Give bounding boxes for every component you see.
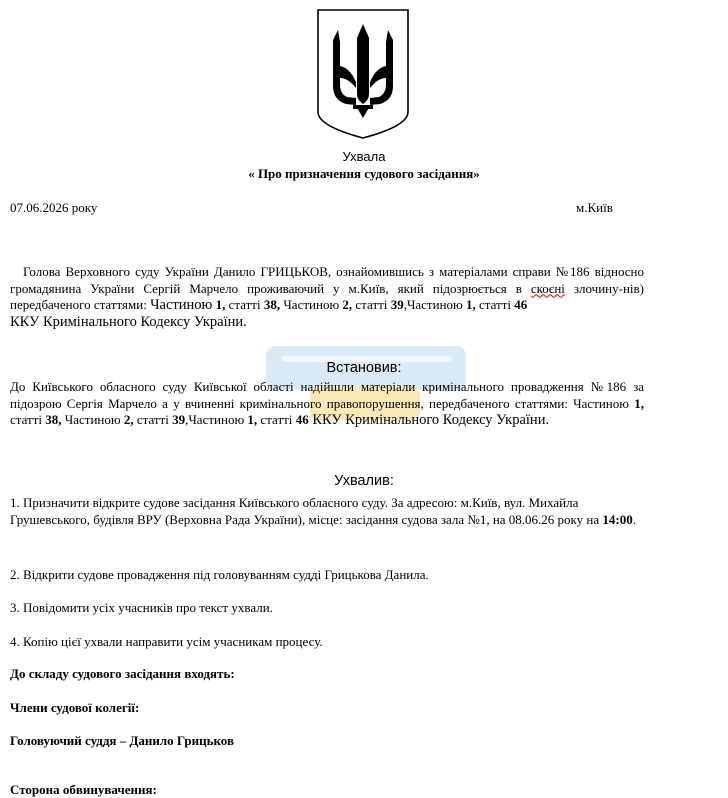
established-text: статті (133, 412, 173, 427)
established-text: До Київського обласного суду Київської області надійшли матеріали кримінального провадження №186 за підозрою Сергія Марчело а у вчиненні кримінального правопорушення, передбаченого статтями: Частиною (10, 379, 644, 411)
intro-text: ККУ Кримінального Кодексу України. (10, 313, 247, 330)
intro-text: статті (475, 297, 515, 312)
intro-text: ,Частиною (403, 297, 466, 312)
article-number: 39 (390, 297, 404, 312)
hearing-time: 14:00 (602, 512, 633, 527)
established-text: статті (257, 412, 296, 427)
intro-text: Голова Верховного суду України Данило ГРИЦЬКОВ, ознайомившись з матеріалами справи №186 відносно громадянина України Сергій Марчело проживаючий у м.Київ, який підозрюється в (10, 264, 644, 296)
article-number: 39 (172, 412, 186, 427)
intro-text: Частиною (280, 297, 343, 312)
list-item-text: 1. Призначити відкрите судове засідання Київського обласного суду. За адресою: м.Київ, вул. Михайла Грушевського, будівля ВРУ (Верховна Рада України), місце: засідання судова зала №1, на 08.06.26 року на (10, 495, 603, 527)
resolved-item-1 (10, 494, 650, 528)
resolved-item-2: 2. Відкрити судове провадження під головуванням судді Грицькова Данила. (10, 567, 429, 582)
article-part: 2, (342, 297, 353, 312)
intro-text: злочину-нів) передбаченого статтями: (10, 280, 644, 312)
intro-text: статті (225, 297, 264, 312)
resolved-item-4: 4. Копію цієї ухвали направити усім учасникам процесу. (10, 634, 323, 649)
article-part: 2, (123, 412, 134, 427)
article-part: 1, (247, 412, 258, 427)
article-part: 1, (634, 395, 644, 411)
article-part: 1, (465, 297, 476, 312)
established-text: статті (10, 412, 46, 427)
intro-paragraph (10, 264, 644, 330)
established-paragraph (10, 379, 644, 429)
resolved-heading: Ухвалив: (334, 473, 394, 489)
article-number: 38, (263, 297, 281, 312)
article-number: 46 (295, 412, 309, 427)
article-number: 38, (45, 412, 62, 427)
intro-text: статті (352, 297, 391, 312)
panel-members-label: Члени судової колегії: (10, 700, 140, 715)
established-text: ККУ Кримінального Кодексу України. (308, 412, 550, 428)
spellcheck-word[interactable]: скоєні (530, 280, 565, 296)
document-city: м.Київ (576, 200, 613, 215)
prosecution-label: Сторона обвинувачення: (10, 782, 157, 797)
document-title: Ухвала (342, 149, 386, 164)
established-text: ,Частиною (185, 412, 248, 427)
established-text: Частиною (61, 412, 124, 427)
resolved-item-3: 3. Повідомити усіх учасників про текст ухвали. (10, 600, 273, 615)
established-heading: Встановив: (326, 360, 402, 376)
article-part: 1, (212, 297, 226, 312)
document-subtitle: « Про призначення судового засідання» (248, 166, 480, 181)
article-number: 46 (514, 297, 528, 312)
composition-heading: До складу судового засідання входять: (10, 666, 235, 681)
document-date: 07.06.2026 року (10, 200, 98, 215)
intro-text: Частиною (150, 297, 213, 313)
trident-coat-of-arms-icon (316, 8, 410, 140)
presiding-judge: Головуючий суддя – Данило Грицьков (10, 733, 234, 748)
list-item-text: . (632, 512, 637, 527)
